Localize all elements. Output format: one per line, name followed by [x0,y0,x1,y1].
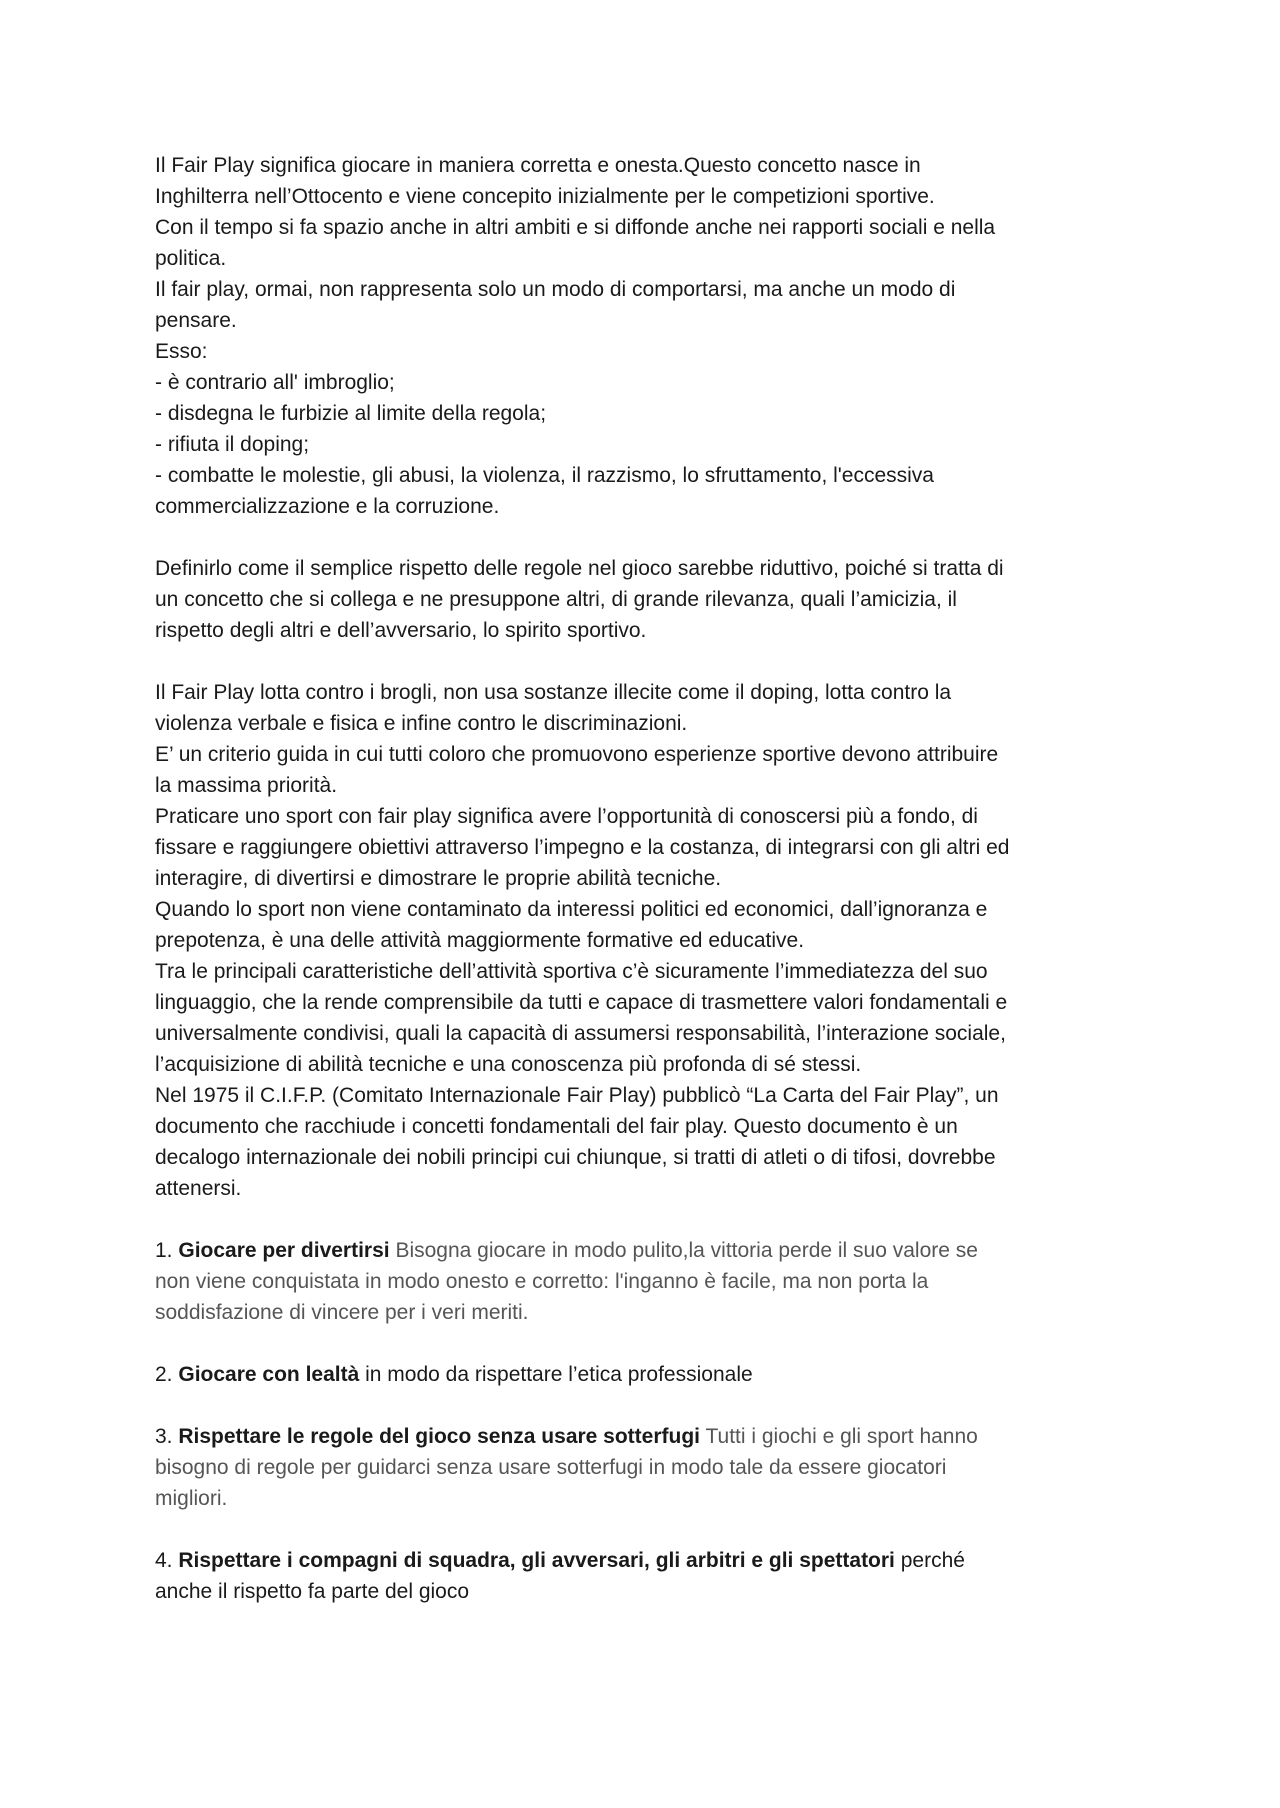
charter-item-1 [155,1235,1135,1328]
text-line: universalmente condivisi, quali la capacità di assumersi responsabilità, l’interazione sociale, [155,1022,1006,1045]
list-line: - rifiuta il doping; [155,433,310,456]
text-line: interagire, di divertirsi e dimostrare le proprie abilità tecniche. [155,867,722,890]
text-line: Nel 1975 il C.I.F.P. (Comitato Internazionale Fair Play) pubblicò “La Carta del Fair Play”, un [155,1084,999,1107]
text-line: Il Fair Play significa giocare in maniera corretta e onesta.Questo concetto nasce in [155,154,921,177]
text-line: Praticare uno sport con fair play significa avere l’opportunità di conoscersi più a fondo, di [155,805,978,828]
text-line: prepotenza, è una delle attività maggiormente formative ed educative. [155,929,805,952]
text-line: fissare e raggiungere obiettivi attraverso l’impegno e la costanza, di integrarsi con gli altri ed [155,836,1010,859]
text-line: violenza verbale e fisica e infine contro le discriminazioni. [155,712,688,735]
text-line: commercializzazione e la corruzione. [155,495,500,518]
item-number: 3. [155,1425,179,1448]
text-line: Il Fair Play lotta contro i brogli, non usa sostanze illecite come il doping, lotta contro la [155,681,952,704]
text-line: Tra le principali caratteristiche dell’attività sportiva c’è sicuramente l’immediatezza del suo [155,960,988,983]
text-line: rispetto degli altri e dell’avversario, lo spirito sportivo. [155,619,647,642]
item-first-line [155,1235,1135,1266]
definition-paragraph [155,553,1135,646]
text-line: E’ un criterio guida in cui tutti coloro che promuovono esperienze sportive devono attribuire [155,743,999,766]
item-text: in modo da rispettare l’etica professionale [359,1363,753,1386]
body-paragraph [155,677,1135,1204]
paragraph-gap [155,522,1135,553]
text-line: documento che racchiude i concetti fondamentali del fair play. Questo documento è un [155,1115,958,1138]
list-line: - combatte le molestie, gli abusi, la violenza, il razzismo, lo sfruttamento, l'eccessiva [155,464,934,487]
text-line: l’acquisizione di abilità tecniche e una conoscenza più profonda di sé stessi. [155,1053,862,1076]
text-line: Inghilterra nell’Ottocento e viene concepito inizialmente per le competizioni sportive. [155,185,935,208]
text-line: Definirlo come il semplice rispetto delle regole nel gioco sarebbe riduttivo, poiché si tratta di [155,557,1004,580]
item-heading: Giocare con lealtà [178,1363,360,1386]
text-line: linguaggio, che la rende comprensibile da tutti e capace di trasmettere valori fondamentali e [155,991,1008,1014]
item-text: Tutti i giochi e gli sport hanno [700,1425,978,1448]
text-line: Il fair play, ormai, non rappresenta solo un modo di comportarsi, ma anche un modo di [155,278,956,301]
document-page [155,150,1135,1607]
charter-item-4 [155,1545,1135,1607]
paragraph-gap [155,1204,1135,1235]
item-heading: Rispettare i compagni di squadra, gli avversari, gli arbitri e gli spettatori [178,1549,895,1572]
item-text-line: bisogno di regole per guidarci senza usare sotterfugi in modo tale da essere giocatori [155,1456,947,1479]
item-first-line [155,1359,1135,1390]
paragraph-gap [155,1514,1135,1545]
item-first-line [155,1421,1135,1452]
intro-paragraph [155,150,1135,522]
item-number: 4. [155,1549,179,1572]
text-line: attenersi. [155,1177,242,1200]
charter-item-3 [155,1421,1135,1514]
paragraph-gap [155,646,1135,677]
item-text-line: migliori. [155,1487,228,1510]
item-number: 2. [155,1363,179,1386]
text-line: Quando lo sport non viene contaminato da interessi politici ed economici, dall’ignoranza e [155,898,988,921]
item-text: perché [894,1549,965,1572]
item-text-line: anche il rispetto fa parte del gioco [155,1580,470,1603]
text-line: Con il tempo si fa spazio anche in altri ambiti e si diffonde anche nei rapporti sociali e nella [155,216,996,239]
charter-item-2 [155,1359,1135,1390]
text-line: un concetto che si collega e ne presuppone altri, di grande rilevanza, quali l’amicizia, il [155,588,957,611]
text-line: decalogo internazionale dei nobili principi cui chiunque, si tratti di atleti o di tifosi, dovrebbe [155,1146,996,1169]
item-text-line: non viene conquistata in modo onesto e corretto: l'inganno è facile, ma non porta la [155,1270,929,1293]
item-first-line [155,1545,1135,1576]
item-heading: Rispettare le regole del gioco senza usare sotterfugi [178,1425,701,1448]
text-line: politica. [155,247,227,270]
item-text: Bisogna giocare in modo pulito,la vittoria perde il suo valore se [389,1239,978,1262]
text-line: pensare. [155,309,237,332]
text-line: Esso: [155,340,208,363]
list-line: - è contrario all' imbroglio; [155,371,395,394]
item-text-line: soddisfazione di vincere per i veri meriti. [155,1301,529,1324]
paragraph-gap [155,1328,1135,1359]
paragraph-gap [155,1390,1135,1421]
item-number: 1. [155,1239,179,1262]
text-line: la massima priorità. [155,774,338,797]
item-heading: Giocare per divertirsi [178,1239,390,1262]
list-line: - disdegna le furbizie al limite della regola; [155,402,547,425]
